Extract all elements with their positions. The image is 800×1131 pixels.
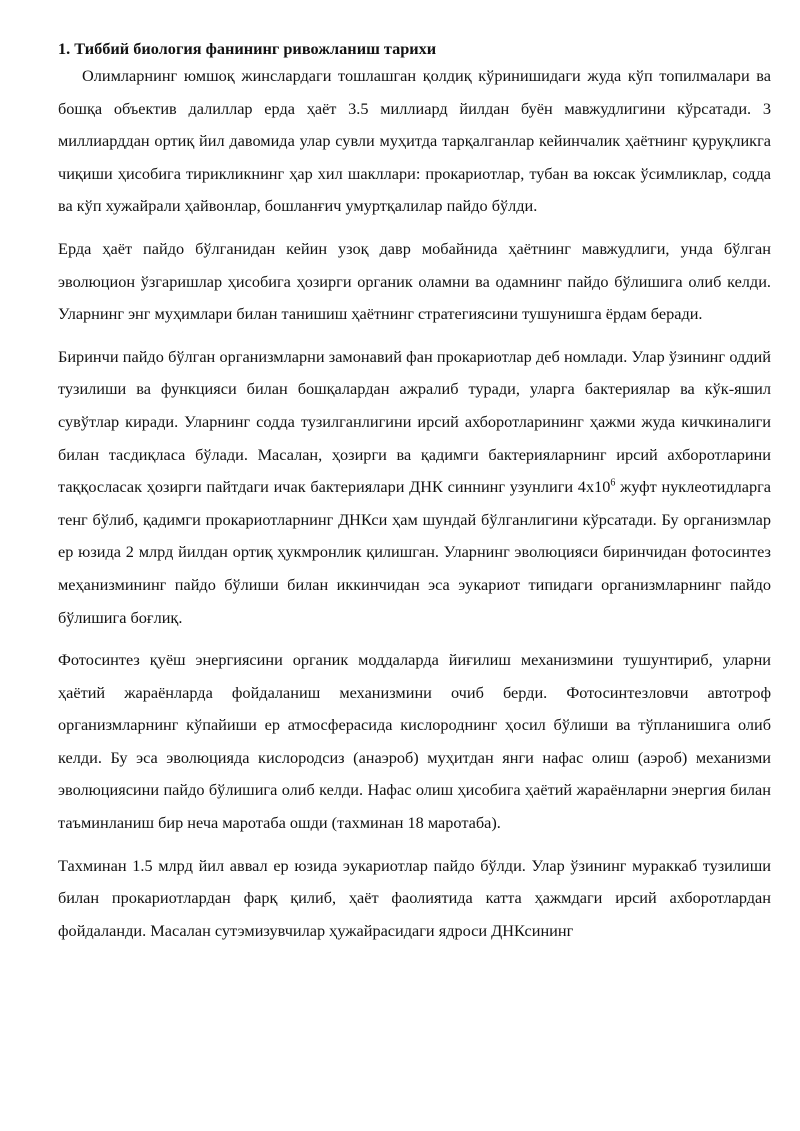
section-heading: 1. Тиббий биология фанининг ривожланиш тарихи [58,39,437,58]
document-page [58,38,771,957]
paragraph-4: Фотосинтез қуёш энергиясини органик моддаларда йиғилиш механизмини тушунтириб, уларни ҳаётий жараёнларда фойдаланиш механизмини очиб берди. Фотосинтезловчи автотроф организмларнинг кўпайиши ер атмосферасида кислороднинг ҳосил бўлиши ва тўпланишига олиб келди. Бу эса эволюцияда кислородсиз (анаэроб) муҳитдан янги нафас олиш (аэроб) механизми эволюциясини пайдо бўлишига олиб келди. Нафас олиш ҳисобига ҳаётий жараёнларни энергия билан таъминланиш бир неча маротаба ошди (тахминан 18 маротаба). [58,650,771,833]
paragraph-1: Олимларнинг юмшоқ жинслардаги тошлашган қолдиқ кўринишидаги жуда кўп топилмалари ва бошқа объектив далиллар ерда ҳаёт 3.5 миллиард йилдан буён мавжудлигини кўрсатади. 3 миллиарддан ортиқ йил давомида улар сувли муҳитда тарқалганлар кейинчалик ҳаётнинг қуруқликга чиқиши ҳисобига тирикликнинг ҳар хил шакллари: прокариотлар, тубан ва юксак ўсимликлар, содда ва кўп хужайрали ҳайвонлар, бошланғич умуртқалилар пайдо бўлди. [58,66,771,216]
paragraph-3-text-b: жуфт нуклеотидларга тенг бўлиб, қадимги прокариотларнинг ДНКси ҳам шундай бўлганлигини кўрсатади. Бу организмлар ер юзида 2 млрд йилдан ортиқ ҳукмронлик қилишган. Уларнинг эволюцияси биринчидан фотосинтез меҳанизмининг пайдо бўлиши билан иккинчидан эса эукариот типидаги организмларнинг пайдо бўлишига боғлиқ. [58,477,772,627]
paragraph-3-text-a: Биринчи пайдо бўлган организмларни замонавий фан прокариотлар деб номлади. Улар ўзининг оддий тузилиши ва функцияси билан бошқалардан ажралиб туради, уларга бактериялар ва кўк-яшил сувўтлар киради. Уларнинг содда тузилганлигини ирсий ахборотларининг ҳажми жуда кичкиналиги билан тасдиқласа бўлади. Масалан, ҳозирги ва қадимги бактерияларнинг ирсий ахборотларини таққосласак ҳозирги пайтдаги ичак бактериялари ДНК синнинг узунлиги 4х10 [58,346,771,497]
paragraph-5: Тахминан 1.5 млрд йил аввал ер юзида эукариотлар пайдо бўлди. Улар ўзининг мураккаб тузилиши билан прокариотлардан фарқ қилиб, ҳаёт фаолиятида катта ҳажмдаги ирсий ахборотлардан фойдаланди. Масалан сутэмизувчилар ҳужайрасидаги ядроси ДНКсининг [58,855,771,940]
paragraph-3 [58,341,771,634]
exponent: 6 [610,477,616,489]
paragraph-2: Ерда ҳаёт пайдо бўлганидан кейин узоқ давр мобайнида ҳаётнинг мавжудлиги, унда бўлган эволюцион ўзгаришлар ҳисобига ҳозирги органик оламни ва одамнинг пайдо бўлишига олиб келди. Уларнинг энг муҳимлари билан танишиш ҳаётнинг стратегиясини тушунишга ёрдам беради. [58,238,771,324]
